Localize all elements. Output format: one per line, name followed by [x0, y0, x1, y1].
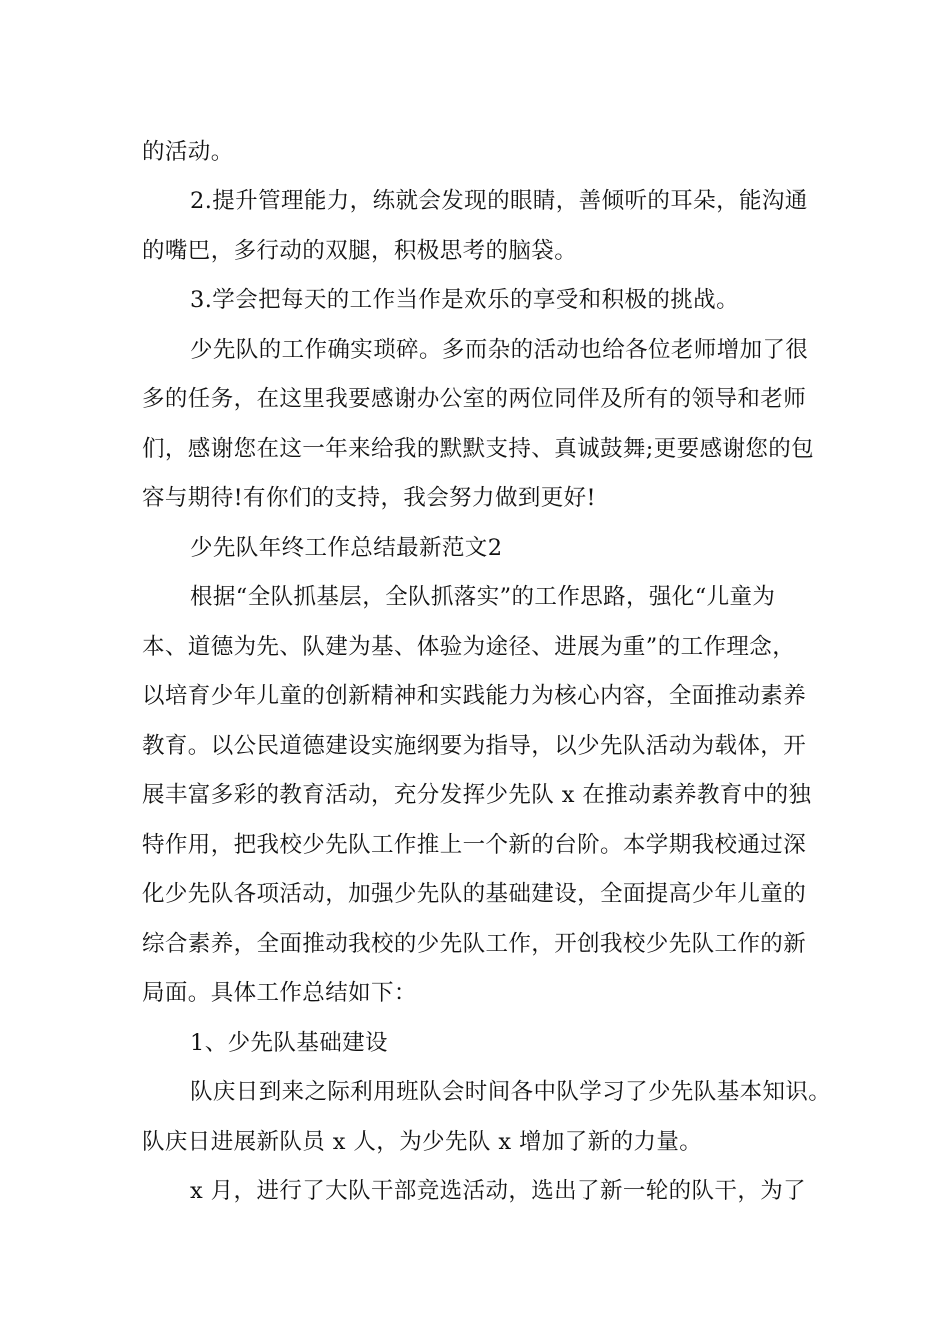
- text-line: 特作用，把我校少先队工作推上一个新的台阶。本学期我校通过深: [142, 832, 807, 858]
- text-line: x 月，进行了大队干部竞选活动，选出了新一轮的队干，为了: [190, 1178, 807, 1204]
- text-line: 本、道德为先、队建为基、体验为途径、进展为重”的工作理念，: [142, 634, 796, 660]
- text-line: 们，感谢您在这一年来给我的默默支持、真诚鼓舞;更要感谢您的包: [142, 436, 815, 462]
- text-line: 多的任务，在这里我要感谢办公室的两位同伴及所有的领导和老师: [142, 386, 807, 412]
- text-line: 3.学会把每天的工作当作是欢乐的享受和积极的挑战。: [190, 287, 739, 313]
- subsection-heading: 1、少先队基础建设: [190, 1030, 388, 1056]
- text-line: 少先队的工作确实琐碎。多而杂的活动也给各位老师增加了很: [190, 337, 809, 363]
- text-line: 以培育少年儿童的创新精神和实践能力为核心内容，全面推动素养: [142, 683, 807, 709]
- section-heading: 少先队年终工作总结最新范文2: [190, 535, 503, 561]
- text-line: 化少先队各项活动，加强少先队的基础建设，全面提高少年儿童的: [142, 881, 807, 907]
- text-line: 综合素养，全面推动我校的少先队工作，开创我校少先队工作的新: [142, 931, 807, 957]
- text-line: 2.提升管理能力，练就会发现的眼睛，善倾听的耳朵，能沟通: [190, 188, 808, 214]
- text-line: 队庆日进展新队员 x 人，为少先队 x 增加了新的力量。: [142, 1129, 703, 1155]
- text-line: 容与期待!有你们的支持，我会努力做到更好!: [142, 485, 596, 511]
- text-line: 的活动。: [142, 139, 234, 165]
- text-line: 教育。以公民道德建设实施纲要为指导，以少先队活动为载体，开: [142, 733, 807, 759]
- text-line: 队庆日到来之际利用班队会时间各中队学习了少先队基本知识。: [190, 1079, 832, 1105]
- text-line: 的嘴巴，多行动的双腿，积极思考的脑袋。: [142, 238, 578, 264]
- text-line: 根据“全队抓基层，全队抓落实”的工作思路，强化“儿童为: [190, 584, 776, 610]
- text-line: 展丰富多彩的教育活动，充分发挥少先队 x 在推动素养教育中的独: [142, 782, 812, 808]
- text-line: 局面。具体工作总结如下：: [142, 980, 417, 1006]
